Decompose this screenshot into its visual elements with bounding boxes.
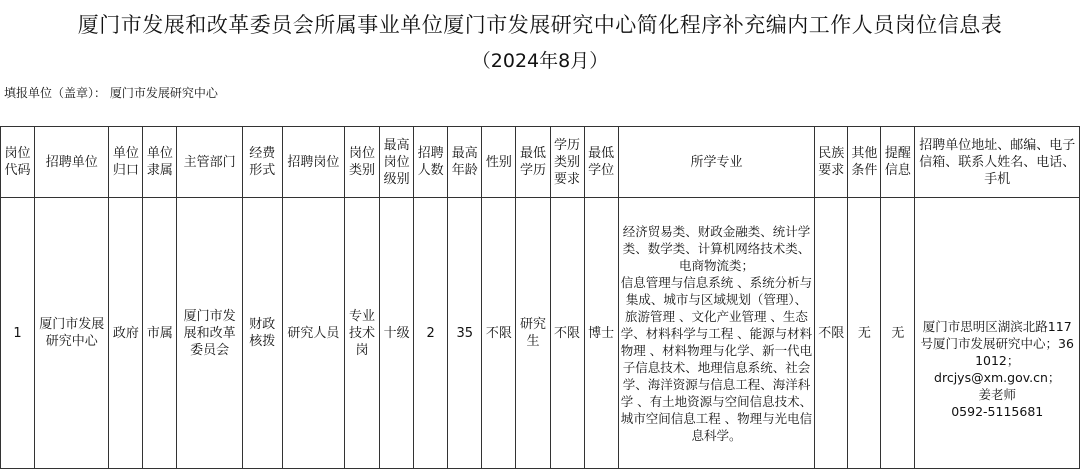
cell-unit: 厦门市发展研究中心: [35, 198, 109, 469]
cell-belong: 政府: [109, 198, 143, 469]
header-dept: 主管部门: [177, 127, 242, 198]
cell-post: 研究人员: [282, 198, 344, 469]
major-line-2: 信息管理与信息系统 、系统分析与集成、城市与区域规划（管理）、旅游管理 、文化产业管理 、生态学、材料科学与工程 、能源与材料物理 、材料物理与化学、新一代电子信息技术、地理信息系统、社会学、海洋资源与信息工程、海洋科学 、有土地资源与空间信息技术、城市空间信息工程 、物理与光电信息科学。: [620, 274, 813, 443]
header-max-level: 最高岗位级别: [380, 127, 414, 198]
contact-phone: 0592-5115681: [951, 404, 1044, 419]
cell-edu-req: 不限: [550, 198, 584, 469]
cell-min-degree: 博士: [584, 198, 618, 469]
cell-max-age: 35: [448, 198, 482, 469]
header-post: 招聘岗位: [282, 127, 344, 198]
contact-email: drcjys@xm.gov.cn；: [934, 370, 1061, 385]
header-other: 其他条件: [848, 127, 881, 198]
document-date: （2024年8月）: [471, 50, 609, 72]
contact-address: 厦门市思明区湖滨北路117号厦门市发展研究中心；361012；: [920, 319, 1074, 368]
header-min-edu: 最低学历: [516, 127, 550, 198]
header-funding: 经费形式: [242, 127, 282, 198]
major-line-1: 经济贸易类、财政金融类、统计学类、数学类、计算机网络技术类、电商物流类；: [622, 223, 811, 273]
cell-ethnic: 不限: [815, 198, 848, 469]
document-title: 厦门市发展和改革委员会所属事业单位厦门市发展研究中心简化程序补充编内工作人员岗位信息表: [77, 13, 1003, 37]
header-belong: 单位归口: [109, 127, 143, 198]
cell-other: 无: [848, 198, 881, 469]
header-max-age: 最高年龄: [448, 127, 482, 198]
table-header-row: [1, 127, 1080, 198]
header-affiliation: 单位隶属: [143, 127, 177, 198]
header-major: 所学专业: [618, 127, 815, 198]
cell-max-level: 十级: [380, 198, 414, 469]
cell-gender: 不限: [482, 198, 516, 469]
fill-unit-label: 填报单位（盖章）： 厦门市发展研究中心: [4, 86, 218, 100]
header-gender: 性别: [482, 127, 516, 198]
header-unit: 招聘单位: [35, 127, 109, 198]
cell-affiliation: 市属: [143, 198, 177, 469]
cell-count: 2: [414, 198, 448, 469]
cell-post-type: 专业技术岗: [344, 198, 379, 469]
header-remind: 提醒信息: [881, 127, 915, 198]
cell-major: [618, 198, 815, 469]
cell-remind: 无: [881, 198, 915, 469]
header-ethnic: 民族要求: [815, 127, 848, 198]
cell-min-edu: 研究生: [516, 198, 550, 469]
position-info-table: [0, 126, 1080, 469]
header-code: 岗位代码: [1, 127, 35, 198]
table-row: [1, 198, 1080, 469]
cell-funding: 财政核拨: [242, 198, 282, 469]
cell-code: 1: [1, 198, 35, 469]
header-min-degree: 最低学位: [584, 127, 618, 198]
header-contact: 招聘单位地址、邮编、电子信箱、联系人姓名、电话、手机: [915, 127, 1080, 198]
contact-person: 姜老师: [978, 387, 1016, 402]
header-count: 招聘人数: [414, 127, 448, 198]
header-edu-req: 学历类别要求: [550, 127, 584, 198]
cell-dept: 厦门市发展和改革委员会: [177, 198, 242, 469]
cell-contact: [915, 198, 1080, 469]
header-post-type: 岗位类别: [344, 127, 379, 198]
